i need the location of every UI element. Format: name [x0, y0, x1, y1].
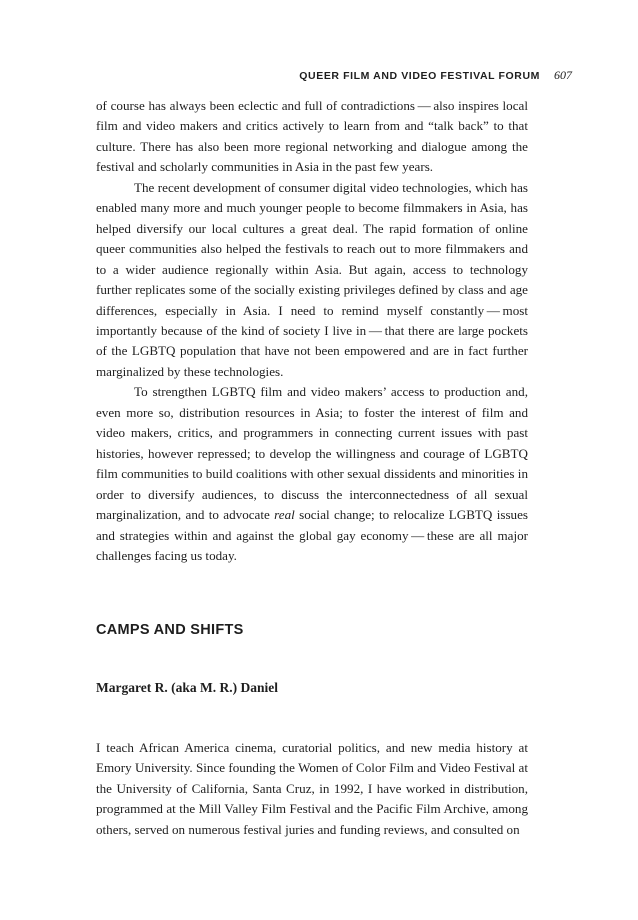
paragraph-challenges-part1: To strengthen LGBTQ film and video makers’ access to production and, even more so, distribution resources in Asia; to foster the interest of film and video makers, critics, and programmers in connecting current issues with past histories, however repressed; to develop the willingness and courage of LGBTQ film communities to build coalitions with other sexual dissidents and minorities in order to diversify audiences, to discuss the interconnectedness of all sexual marginalization, and to advocate	[96, 384, 528, 523]
author-name: Margaret R. (aka M. R.) Daniel	[96, 680, 278, 695]
paragraph-digital-video: The recent development of consumer digital video technologies, which has enabled many more and much younger people to become filmmakers in Asia, has helped diversify our local cultures a great deal. The rapid formation of online queer communities also helped the festivals to reach out to more filmmakers and to a wider audience regionally within Asia. But again, access to technology further replicates some of the socially existing privileges defined by class and age differences, especially in Asia. I need to remind myself constantly — most importantly because of the kind of society I live in — that there are large pockets of the LGBTQ population that have not been empowered and are in fact further marginalized by these technologies.	[96, 179, 528, 379]
section-heading: CAMPS AND SHIFTS	[96, 622, 244, 638]
body-text-top	[96, 96, 528, 566]
paragraph-continued: of course has always been eclectic and full of contradictions — also inspires local film and video makers and critics actively to learn from and “talk back” to that culture. There has also been more regional networking and dialogue among the festival and scholarly communities in Asia in the past few years.	[96, 98, 528, 175]
body-text-section	[96, 738, 528, 840]
paragraph-intro: I teach African America cinema, curatorial politics, and new media history at Emory University. Since founding the Women of Color Film and Video Festival at the University of California, Santa Cruz, in 1992, I have worked in distribution, programmed at the Mill Valley Film Festival and the Pacific Film Archive, among others, served on numerous festival juries and funding reviews, and consulted on	[96, 740, 528, 837]
running-head-title: QUEER FILM AND VIDEO FESTIVAL FORUM	[299, 70, 540, 82]
page-number: 607	[554, 68, 572, 82]
paragraph-challenges	[96, 382, 528, 566]
emphasis-real: real	[274, 507, 295, 523]
paragraph-challenges-part2: social change; to relocalize LGBTQ issues and strategies within and against the global gay economy — these are all major challenges facing us today.	[96, 507, 528, 563]
running-head	[96, 68, 572, 83]
